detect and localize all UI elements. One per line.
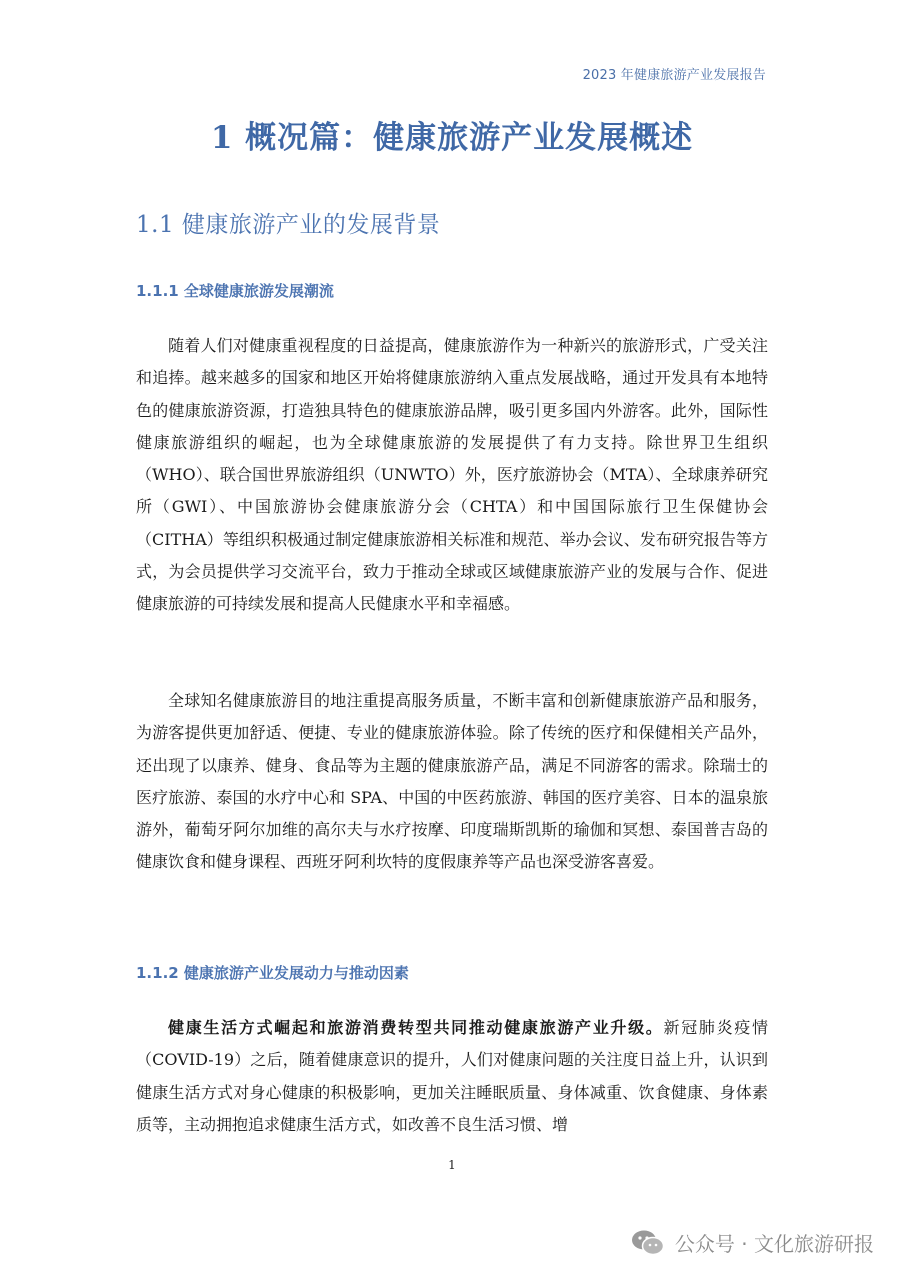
section-title: 1.1 健康旅游产业的发展背景 <box>136 212 441 238</box>
paragraph-3-lead: 健康生活方式崛起和旅游消费转型共同推动健康旅游产业升级。 <box>168 1018 664 1037</box>
running-header: 2023 年健康旅游产业发展报告 <box>582 68 766 83</box>
paragraph-3 <box>136 1012 768 1140</box>
subsection-title-1: 1.1.1 全球健康旅游发展潮流 <box>136 282 334 300</box>
watermark <box>631 1228 874 1257</box>
paragraph-1: 随着人们对健康重视程度的日益提高，健康旅游作为一种新兴的旅游形式，广受关注和追捧。越来越多的国家和地区开始将健康旅游纳入重点发展战略，通过开发具有本地特色的健康旅游资源，打造独具特色的健康旅游品牌，吸引更多国内外游客。此外，国际性健康旅游组织的崛起，也为全球健康旅游的发展提供了有力支持。除世界卫生组织（WHO）、联合国世界旅游组织（UNWTO）外，医疗旅游协会（MTA）、全球康养研究所（GWI）、中国旅游协会健康旅游分会（CHTA）和中国国际旅行卫生保健协会（CITHA）等组织积极通过制定健康旅游相关标准和规范、举办会议、发布研究报告等方式，为会员提供学习交流平台，致力于推动全球或区域健康旅游产业的发展与合作、促进健康旅游的可持续发展和提高人民健康水平和幸福感。 <box>136 336 768 614</box>
paragraph-3-body: 新冠肺炎疫情（COVID-19）之后，随着健康意识的提升，人们对健康问题的关注度日益上升，认识到健康生活方式对身心健康的积极影响，更加关注睡眠质量、身体减重、饮食健康、身体素质等，主动拥抱追求健康生活方式，如改善不良生活习惯、增 <box>136 1018 768 1134</box>
chapter-title: 1 概况篇：健康旅游产业发展概述 <box>210 120 694 156</box>
page-number: 1 <box>448 1158 456 1172</box>
wechat-icon <box>631 1229 665 1257</box>
subsection-title-2: 1.1.2 健康旅游产业发展动力与推动因素 <box>136 964 409 982</box>
watermark-text: 公众号 · 文化旅游研报 <box>674 1232 874 1256</box>
paragraph-2: 全球知名健康旅游目的地注重提高服务质量，不断丰富和创新健康旅游产品和服务，为游客提供更加舒适、便捷、专业的健康旅游体验。除了传统的医疗和保健相关产品外，还出现了以康养、健身、食品等为主题的健康旅游产品，满足不同游客的需求。除瑞士的医疗旅游、泰国的水疗中心和 SPA、中国的中医药旅游、韩国的医疗美容、日本的温泉旅游外，葡萄牙阿尔加维的高尔夫与水疗按摩、印度瑞斯凯斯的瑜伽和冥想、泰国普吉岛的健康饮食和健身课程、西班牙阿利坎特的度假康养等产品也深受游客喜爱。 <box>136 691 768 872</box>
